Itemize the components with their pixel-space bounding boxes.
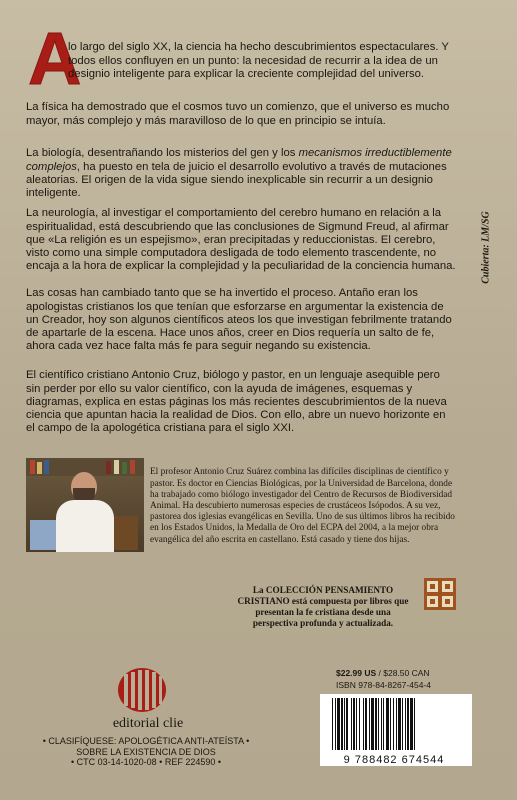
barcode-bar: [335, 698, 336, 750]
price: $22.99 US / $28.50 CAN: [336, 668, 430, 678]
cover-credit: Cubierta: LM/SG: [480, 211, 492, 284]
barcode-bar: [407, 698, 409, 750]
paragraph-physics: La física ha demostrado que el cosmos tuvo un comienzo, que el universo es mucho mayor, más complejo y más maravilloso de lo que en principio se intuía.: [26, 101, 450, 127]
classification-block: [26, 736, 266, 768]
classification-line: • CTC 03-14-1020-08 • REF 224590 •: [70, 757, 222, 768]
author-bio: El profesor Antonio Cruz Suárez combina las difíciles disciplinas de científico y pastor. Es doctor en Ciencias Biológicas, por la Universidad de Barcelona, donde ha trabajado como biólogo investigador del Centro de Recursos de Biodiversidad Animal. Ha descubierto numerosas especies de crustáceos Isópodos. A su vez, pastorea dos iglesias evangélicas en Sevilla. Uno de sus últimos libros ha recibido en los Estados Unidos, la Medalla de Oro del ECPA del 2004, a la mejor obra evangélica del año escrita en castellano. Está casado y tiene dos hijas.: [150, 467, 455, 545]
barcode-bar: [344, 698, 345, 750]
barcode-bar: [332, 698, 333, 750]
barcode-bar: [405, 698, 406, 750]
barcode-bar: [386, 698, 389, 750]
barcode-bar: [414, 698, 415, 750]
classification-line: • CLASIFÍQUESE: APOLOGÉTICA ANTI-ATEÍSTA •: [42, 736, 250, 746]
barcode-bar: [378, 698, 379, 750]
barcode-digits: 9 788482 674544: [328, 754, 460, 766]
barcode-bar: [371, 698, 374, 750]
barcode-bar: [356, 698, 357, 750]
barcode-bar: [375, 698, 377, 750]
barcode-bar: [381, 698, 382, 750]
barcode-bar: [346, 698, 348, 750]
collection-description: La COLECCIÓN PENSAMIENTO CRISTIANO está compuesta por libros que presentan la fe cristiana desde una perspectiva profunda y actualizada.: [237, 585, 409, 629]
paragraph-apologists: Las cosas han cambiado tanto que se ha invertido el proceso. Antaño eran los apologistas cristianos los que tenían que esforzarse en argumentar la existencia de un Creador, hoy son algunos científicos ateos los que investigan febrilmente tratando de apartarle de la escena. Hace unos años, creer en Dios requería un salto de fe, ahora cada vez hace falta más fe para seguir negando su existencia.: [26, 287, 452, 353]
barcode-bar: [363, 698, 364, 750]
collection-logo-icon: [424, 578, 456, 610]
barcode-bar: [337, 698, 340, 750]
paragraph-neurology: La neurología, al investigar el comportamiento del cerebro humano en relación a la espiritualidad, está descubriendo que las conclusiones de Sigmund Freud, al afirmar que «La religión es un espejismo», eran precipitadas y reduccionistas. El cerebro, visto como una simple computadora desligada de todo elemento trascendente, no encaja a la hora de explicar la complejidad y la peculiaridad de la conciencia humana.: [26, 207, 456, 273]
barcode-bar: [365, 698, 367, 750]
paragraph-biology: La biología, desentrañando los misterios del gen y los mecanismos irreductiblemente complejos, ha puesto en tela de juicio el desarrollo evolutivo a través de mutaciones aleatorias. El origen de la vida sigue siendo inexplicable sin recurrir a un designio inteligente.: [26, 147, 452, 199]
barcode-bars: [320, 694, 472, 752]
barcode-bar: [341, 698, 343, 750]
paragraph-author-intro: El científico cristiano Antonio Cruz, biólogo y pastor, en un lenguaje asequible pero sin perder por ello su valor científico, con la ayuda de imágenes, esquemas y diagramas, explica en estas páginas los más recientes descubrimientos de la nueva ciencia que apuntan hacia la realidad de Dios. Con ello, abre un nuevo horizonte en el campo de la apologética cristiana para el siglo XXI.: [26, 369, 447, 435]
barcode-bar: [398, 698, 401, 750]
publisher-logo-icon: [114, 664, 170, 716]
barcode-bar: [393, 698, 394, 750]
barcode-bar: [396, 698, 397, 750]
drop-cap: A: [28, 17, 82, 100]
barcode-bar: [410, 698, 413, 750]
barcode-bar: [351, 698, 352, 750]
author-photo: [26, 458, 144, 552]
isbn: ISBN 978-84-8267-454-4: [336, 680, 431, 690]
publisher-name: editorial clie: [112, 716, 184, 731]
barcode-bar: [369, 698, 370, 750]
barcode-bar: [353, 698, 355, 750]
barcode-bar: [359, 698, 360, 750]
barcode-bar: [402, 698, 403, 750]
barcode-bar: [390, 698, 391, 750]
paragraph-intro: lo largo del siglo XX, la ciencia ha hecho descubrimientos espectaculares. Y todos ellos confluyen en un punto: la necesidad de recurrir a la idea de un designio inteligente para explicar la creciente complejidad del universo.: [68, 41, 449, 80]
classification-line: SOBRE LA EXISTENCIA DE DIOS: [76, 746, 216, 757]
barcode-bar: [383, 698, 384, 750]
